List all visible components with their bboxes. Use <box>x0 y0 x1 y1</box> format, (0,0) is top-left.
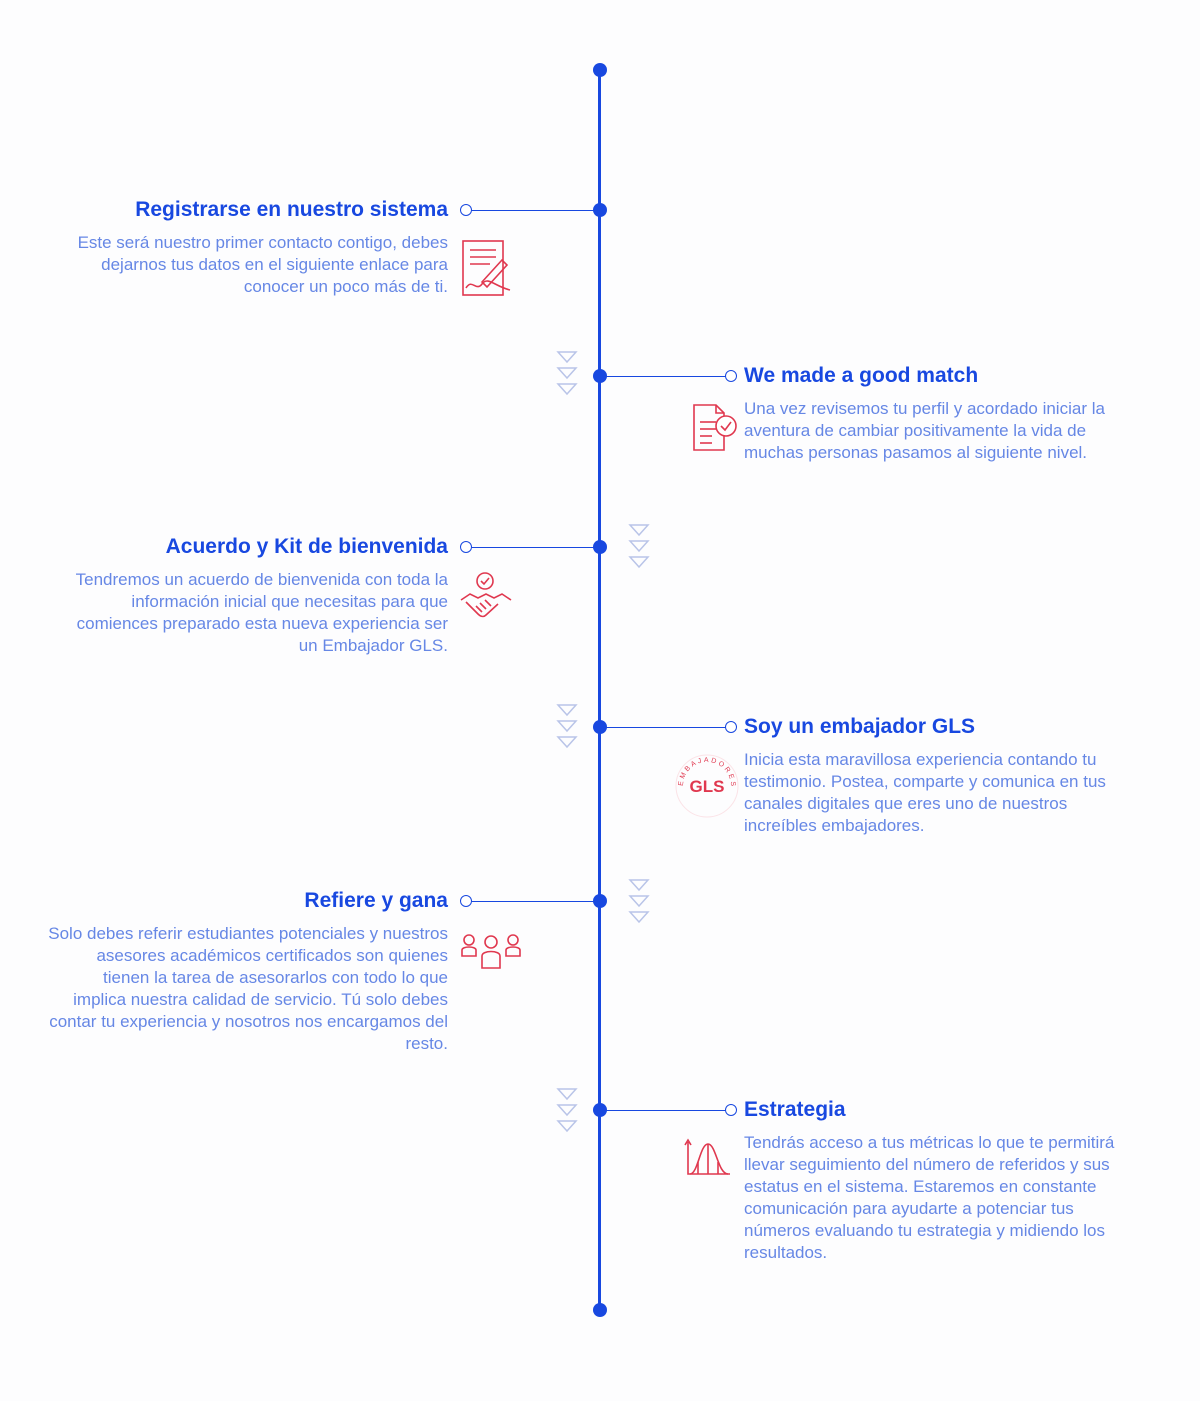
chevron-down-icon <box>556 350 578 398</box>
bell-curve-chart-icon <box>684 1136 732 1178</box>
step-1-dot <box>593 203 607 217</box>
chevron-down-icon <box>628 878 650 926</box>
timeline-end-dot <box>593 1303 607 1317</box>
step-5-dot <box>593 894 607 908</box>
step-4-dot <box>593 720 607 734</box>
timeline-spine <box>598 70 601 1310</box>
step-6-description: Tendrás acceso a tus métricas lo que te permitirá llevar seguimiento del número de referidos y sus estatus en el sistema. Estaremos en constante comunicación para ayudarte a potenciar tus números evaluando tu estrategia y midiendo los resultados. <box>744 1133 1115 1262</box>
step-3-ring <box>460 541 472 553</box>
step-5-title: Refiere y gana <box>304 889 448 912</box>
step-2-connector <box>600 376 730 377</box>
step-1-connector <box>466 210 600 211</box>
step-6-connector <box>600 1110 730 1111</box>
step-2-dot <box>593 369 607 383</box>
step-4-title: Soy un embajador GLS <box>744 715 976 738</box>
signed-document-icon <box>460 238 514 298</box>
step-5-connector <box>466 901 600 902</box>
step-4-ring <box>725 721 737 733</box>
svg-text:GLS: GLS <box>689 777 725 796</box>
step-2-ring <box>725 370 737 382</box>
step-1-description: Este será nuestro primer contacto contigo, debes dejarnos tus datos en el siguiente enlace para conocer un poco más de ti. <box>77 233 448 296</box>
step-1-ring <box>460 204 472 216</box>
step-5-description: Solo debes referir estudiantes potenciales y nuestros asesores académicos certificados son quienes tienen la tarea de asesorarlos con todo lo que implica nuestra calidad de servicio. Tú solo debes contar tu experiencia y nosotros nos encargamos del resto. <box>48 924 448 1053</box>
timeline-start-dot <box>593 63 607 77</box>
svg-text:EMBAJADORES: EMBAJADORES <box>677 756 737 789</box>
chevron-down-icon <box>556 703 578 751</box>
step-6-dot <box>593 1103 607 1117</box>
step-3-description: Tendremos un acuerdo de bienvenida con toda la información inicial que necesitas para que comiences preparado esta nueva experiencia ser un Embajador GLS. <box>75 570 448 655</box>
chevron-down-icon <box>628 523 650 571</box>
step-4-connector <box>600 727 730 728</box>
chevron-down-icon <box>556 1087 578 1135</box>
gls-embajadores-seal-icon <box>673 752 741 820</box>
step-2-title: We made a good match <box>744 364 979 387</box>
step-3-title: Acuerdo y Kit de bienvenida <box>165 535 448 558</box>
handshake-icon <box>458 570 514 626</box>
step-6-title: Estrategia <box>744 1098 846 1121</box>
step-3-connector <box>466 547 600 548</box>
step-3-dot <box>593 540 607 554</box>
step-1-title: Registrarse en nuestro sistema <box>135 198 448 221</box>
step-4-description: Inicia esta maravillosa experiencia contando tu testimonio. Postea, comparte y comunica en tus canales digitales que eres uno de nuestros increíbles embajadores. <box>744 750 1106 835</box>
people-group-icon <box>458 932 524 972</box>
document-check-icon <box>690 402 740 454</box>
step-5-ring <box>460 895 472 907</box>
step-6-ring <box>725 1104 737 1116</box>
step-2-description: Una vez revisemos tu perfil y acordado iniciar la aventura de cambiar positivamente la vida de muchas personas pasamos al siguiente nivel. <box>744 399 1105 462</box>
